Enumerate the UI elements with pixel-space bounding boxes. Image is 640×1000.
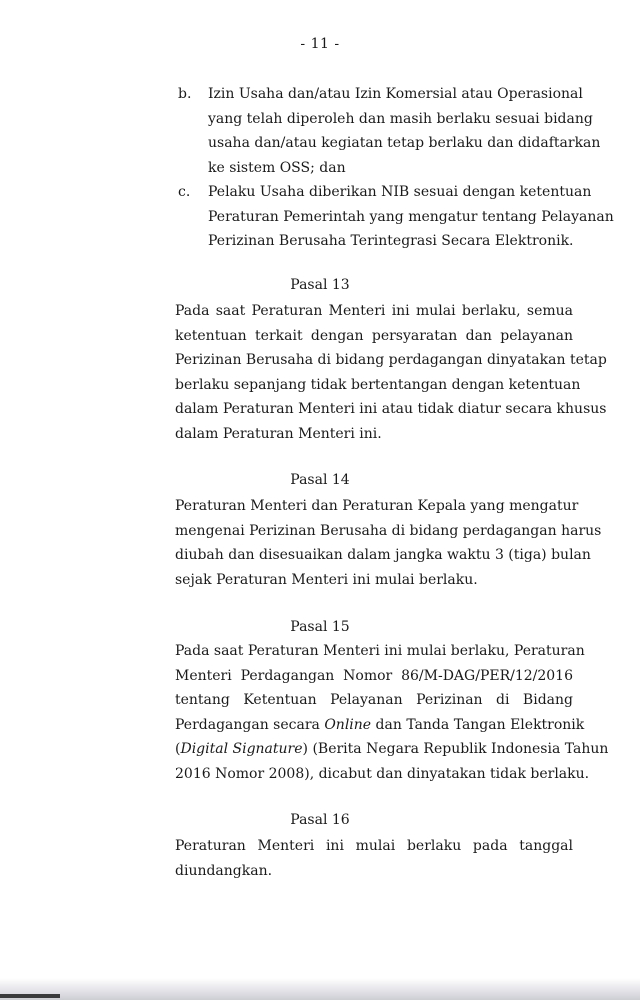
text-line: mengenai Perizinan Berusaha di bidang perdagangan harus [175, 522, 602, 539]
text-run: Perdagangan secara [175, 716, 325, 733]
text-line: Pelaku Usaha diberikan NIB sesuai dengan ketentuan [208, 184, 592, 200]
italic-term-digital-signature: Digital Signature [180, 741, 303, 757]
text-run: dan Tanda Tangan Elektronik [371, 716, 585, 733]
text-line: Pada saat Peraturan Menteri ini mulai berlaku, Peraturan [175, 643, 585, 659]
article-14-body [175, 494, 602, 592]
article-heading-13: Pasal 13 [290, 277, 350, 293]
article-heading-16: Pasal 16 [290, 812, 350, 828]
text-line: Izin Usaha dan/atau Izin Komersial atau Operasional [208, 86, 583, 102]
text-line: diubah dan disesuaikan dalam jangka waktu 3 (tiga) bulan [175, 547, 591, 563]
article-13-body [175, 299, 607, 446]
text-line [175, 713, 585, 738]
text-line: berlaku sepanjang tidak bertentangan dengan ketentuan [175, 376, 581, 393]
text-line: dalam Peraturan Menteri ini atau tidak diatur secara khusus [175, 401, 607, 417]
list-item-c [178, 180, 614, 254]
article-15-body [175, 639, 609, 786]
text-line: ketentuan terkait dengan persyaratan dan pelayanan [175, 327, 573, 344]
text-line: tentang Ketentuan Pelayanan Perizinan di Bidang [175, 692, 573, 708]
italic-term-online: Online [324, 716, 372, 733]
text-line: sejak Peraturan Menteri ini mulai berlaku. [175, 571, 478, 588]
text-line: Perizinan Berusaha di bidang perdagangan dinyatakan tetap [175, 352, 607, 368]
text-line: Peraturan Pemerintah yang mengatur tentang Pelayanan [208, 208, 614, 225]
text-line: 2016 Nomor 2008), dicabut dan dinyatakan tidak berlaku. [175, 765, 590, 782]
article-heading-14: Pasal 14 [290, 472, 350, 488]
article-16-body [175, 834, 573, 883]
text-line [175, 737, 609, 762]
text-line: Peraturan Menteri dan Peraturan Kepala yang mengatur [175, 498, 579, 514]
scan-edge-mark [0, 994, 60, 998]
article-heading-15: Pasal 15 [290, 619, 350, 635]
text-line: Menteri Perdagangan Nomor 86/M-DAG/PER/12/2016 [175, 667, 573, 684]
text-line: Peraturan Menteri ini mulai berlaku pada tanggal [175, 838, 573, 854]
list-marker: b. [178, 86, 192, 102]
text-line: usaha dan/atau kegiatan tetap berlaku dan didaftarkan [208, 135, 601, 151]
text-line: ke sistem OSS; dan [208, 159, 346, 176]
page-number: - 11 - [300, 36, 340, 52]
text-line: diundangkan. [175, 862, 273, 879]
list-item-b [178, 82, 601, 180]
list-item-text [208, 180, 614, 254]
text-line: Perizinan Berusaha Terintegrasi Secara Elektronik. [208, 233, 574, 249]
list-item-text [208, 82, 601, 180]
list-marker: c. [178, 184, 191, 200]
text-run: ) (Berita Negara Republik Indonesia Tahun [302, 741, 609, 757]
text-line: yang telah diperoleh dan masih berlaku sesuai bidang [208, 110, 593, 127]
text-line: dalam Peraturan Menteri ini. [175, 425, 382, 442]
text-line: Pada saat Peraturan Menteri ini mulai berlaku, semua [175, 303, 573, 319]
scan-shadow-edge [0, 978, 640, 1000]
text-run: ( [175, 741, 181, 757]
